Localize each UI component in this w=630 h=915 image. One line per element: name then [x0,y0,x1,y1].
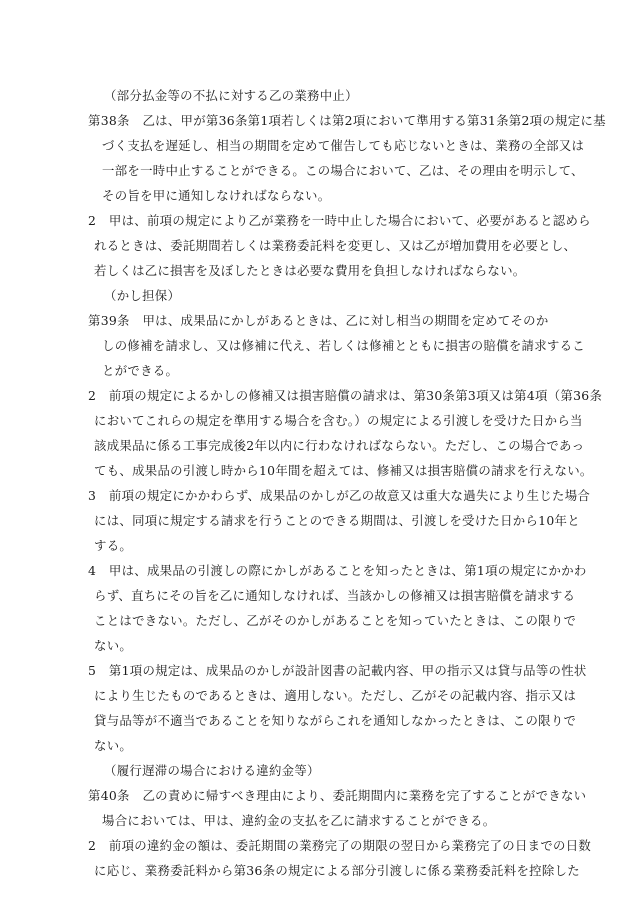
article-38-line: 第38条 乙は、甲が第36条第1項若しくは第2項において準用する第31条第2項の規定に基 [88,113,606,128]
heading-article-38: （部分払金等の不払に対する乙の業務中止） [104,88,358,103]
article-40-para-2-line: に応じ、業務委託料から第36条の規定による部分引渡しに係る業務委託料を控除した [94,863,580,878]
article-38-para-2-line: 若しくは乙に損害を及ぼしたときは必要な費用を負担しなければならない。 [94,263,526,278]
article-39-para-2-line: 2 前項の規定によるかしの修補又は損害賠償の請求は、第30条第3項又は第4項（第36条 [88,388,603,403]
article-39-para-3-line: 3 前項の規定にかかわらず、成果品のかしが乙の故意又は重大な過失により生じた場合 [88,488,591,503]
article-39-para-4-line: ことはできない。ただし、乙がそのかしがあることを知っていたときは、この限りで [94,613,577,628]
article-39-para-4-line: ない。 [94,638,133,653]
heading-article-39: （かし担保） [104,288,181,303]
article-39-line: とができる。 [102,363,179,378]
heading-article-40: （履行遅滞の場合における違約金等） [104,763,320,778]
article-39-para-2-line: ても、成果品の引渡し時から10年間を超えては、修補又は損害賠償の請求を行えない。 [94,463,593,478]
article-39-para-5-line: 貸与品等が不適当であることを知りながらこれを通知しなかったときは、この限りで [94,713,577,728]
article-39-para-3-line: には、同項に規定する請求を行うことのできる期間は、引渡しを受けた日から10年と [94,513,580,528]
article-39-para-2-line: においてこれらの規定を準用する場合を含む。）の規定による引渡しを受けた日から当 [94,413,583,428]
article-38-line: づく支払を遅延し、相当の期間を定めて催告しても応じないときは、業務の全部又は [102,138,585,153]
article-39-para-5-line: により生じたものであるときは、適用しない。ただし、乙がその記載内容、指示又は [94,688,577,703]
article-40-para-2-line: 2 前項の違約金の額は、委託期間の業務完了の期限の翌日から業務完了の日までの日数 [88,838,592,853]
article-39-para-5-line: ない。 [94,738,133,753]
article-38-line: その旨を甲に通知しなければならない。 [102,188,331,203]
article-39-line: 第39条 甲は、成果品にかしがあるときは、乙に対し相当の期間を定めてそのか [88,313,549,328]
article-39-para-4-line: 4 甲は、成果品の引渡しの際にかしがあることを知ったときは、第1項の規定にかかわ [88,563,587,578]
article-39-para-4-line: らず、直ちにその旨を乙に通知しなければ、当該かしの修補又は損害賠償を請求する [94,588,576,603]
article-40-line: 場合においては、甲は、違約金の支払を乙に請求することができる。 [102,813,496,828]
article-39-line: しの修補を請求し、又は修補に代え、若しくは修補とともに損害の賠償を請求するこ [102,338,585,353]
article-38-para-2-line: れるときは、委託期間若しくは業務委託料を変更し、又は乙が増加費用を必要とし、 [94,238,577,253]
article-40-line: 第40条 乙の責めに帰すべき理由により、委託期間内に業務を完了することができない [88,788,587,803]
article-39-para-2-line: 該成果品に係る工事完成後2年以内に行わなければならない。ただし、この場合であっ [94,438,585,453]
article-38-line: 一部を一時中止することができる。この場合において、乙は、その理由を明示して、 [102,163,584,178]
article-38-para-2-line: 2 甲は、前項の規定により乙が業務を一時中止した場合において、必要があると認めら [88,213,591,228]
article-39-para-5-line: 5 第1項の規定は、成果品のかしが設計図書の記載内容、甲の指示又は貸与品等の性状 [88,663,587,678]
article-39-para-3-line: する。 [94,538,133,553]
